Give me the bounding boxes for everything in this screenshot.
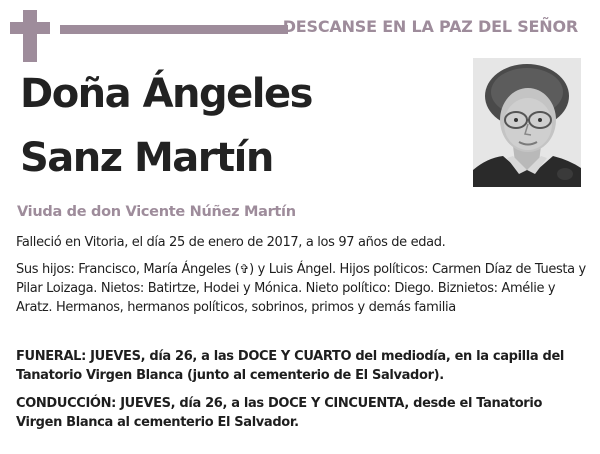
portrait-image [473, 58, 581, 187]
cross-icon-vertical [23, 10, 37, 62]
family-paragraph [16, 260, 586, 317]
funeral-paragraph: FUNERAL: JUEVES, día 26, a las DOCE Y CUARTO del mediodía, en la capilla del Tanatorio Virgen Blanca (junto al cementerio de El Salvador). [16, 349, 565, 383]
portrait-photo [473, 58, 581, 187]
family-text-end: ) y Luis Ángel. Hijos políticos: Carmen Díaz de Tuesta y Pilar Loizaga. Nietos: Batirtze, Hodei y Mónica. Nieto político: Diego. Biznietos: Amélie y Aratz. Hermanos, hermanos políticos, sobrinos, primos y demás familia [16, 262, 586, 315]
deceased-name-line-1: Doña Ángeles [20, 71, 312, 117]
header-rule [60, 25, 288, 34]
cross-icon-horizontal [10, 22, 50, 34]
death-paragraph: Falleció en Vitoria, el día 25 de enero de 2017, a los 97 años de edad. [16, 235, 446, 250]
deceased-name-line-2: Sanz Martín [20, 135, 273, 181]
family-text-start: Sus hijos: Francisco, María Ángeles ( [16, 262, 240, 277]
deceased-cross-icon: ✞ [239, 262, 250, 276]
conduccion-paragraph: CONDUCCIÓN: JUEVES, día 26, a las DOCE Y CINCUENTA, desde el Tanatorio Virgen Blanca al cementerio El Salvador. [16, 396, 543, 430]
header-slogan: DESCANSE EN LA PAZ DEL SEÑOR [282, 17, 578, 36]
widow-subtitle: Viuda de don Vicente Núñez Martín [17, 204, 296, 220]
